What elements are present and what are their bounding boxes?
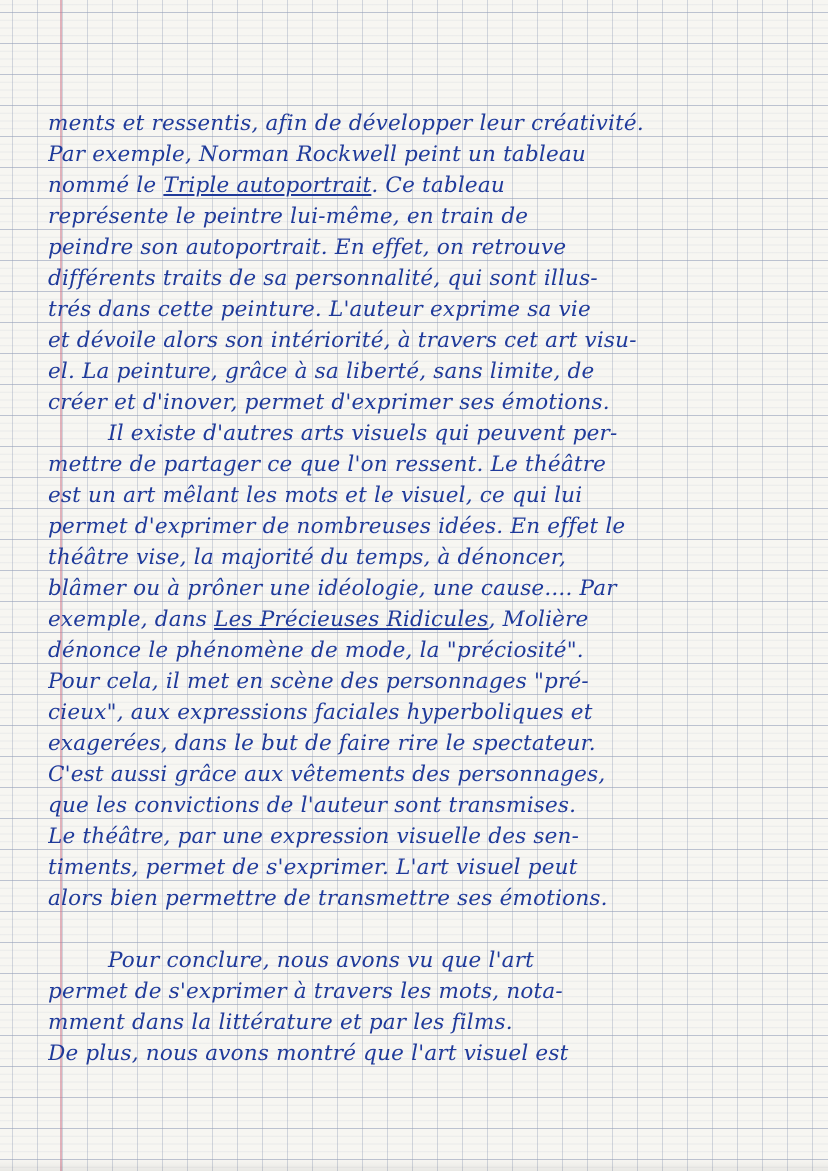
text-line: Pour conclure, nous avons vu que l'art [108,948,535,973]
paragraph-gap [48,914,818,945]
text-line: différents traits de sa personnalité, qui sont illus- [48,266,598,291]
text-line: alors bien permettre de transmettre ses émotions. [48,886,608,911]
text-line: théâtre vise, la majorité du temps, à dénoncer, [48,545,566,570]
artwork-title: Triple autoportrait [163,173,372,198]
text-line: blâmer ou à prôner une idéologie, une cause.... Par [48,576,617,601]
text-line: Il existe d'autres arts visuels qui peuvent per- [108,421,618,446]
text-line: timents, permet de s'exprimer. L'art visuel peut [48,855,578,880]
text-line: Par exemple, Norman Rockwell peint un tableau [48,142,586,167]
text-line: peindre son autoportrait. En effet, on retrouve [48,235,567,260]
text-line: mment dans la littérature et par les films. [48,1010,513,1035]
text-line: dénonce le phénomène de mode, la "préciosité". [48,638,584,663]
play-title: Les Précieuses Ridicules [214,607,489,632]
text-line: est un art mêlant les mots et le visuel, ce qui lui [48,483,583,508]
text-line [48,170,818,201]
text-line: Le théâtre, par une expression visuelle des sen- [48,824,580,849]
text-line: créer et d'inover, permet d'exprimer ses émotions. [48,390,610,415]
page-edge-shadow [0,1159,828,1171]
text-line: que les convictions de l'auteur sont transmises. [48,793,577,818]
text-fragment: nommé le [48,173,164,198]
text-fragment: . Ce tableau [371,173,505,198]
text-line: mettre de partager ce que l'on ressent. Le théâtre [48,452,607,477]
text-fragment: exemple, dans [48,607,215,632]
text-line: représente le peintre lui-même, en train de [48,204,529,229]
text-line: trés dans cette peinture. L'auteur exprime sa vie [48,297,591,322]
text-line: ments et ressentis, afin de développer leur créativité. [48,111,644,136]
text-line: C'est aussi grâce aux vêtements des personnages, [48,762,606,787]
text-line: exagerées, dans le but de faire rire le spectateur. [48,731,596,756]
handwritten-essay [48,108,818,1069]
text-line: et dévoile alors son intériorité, à travers cet art visu- [48,328,637,353]
text-line: permet de s'exprimer à travers les mots, nota- [48,979,563,1004]
text-line: el. La peinture, grâce à sa liberté, sans limite, de [48,359,595,384]
text-line: De plus, nous avons montré que l'art visuel est [48,1041,569,1066]
text-line: Pour cela, il met en scène des personnages "pré- [48,669,589,694]
text-fragment: , Molière [488,607,589,632]
text-line [48,604,818,635]
text-line: cieux", aux expressions faciales hyperboliques et [48,700,593,725]
text-line: permet d'exprimer de nombreuses idées. En effet le [48,514,626,539]
